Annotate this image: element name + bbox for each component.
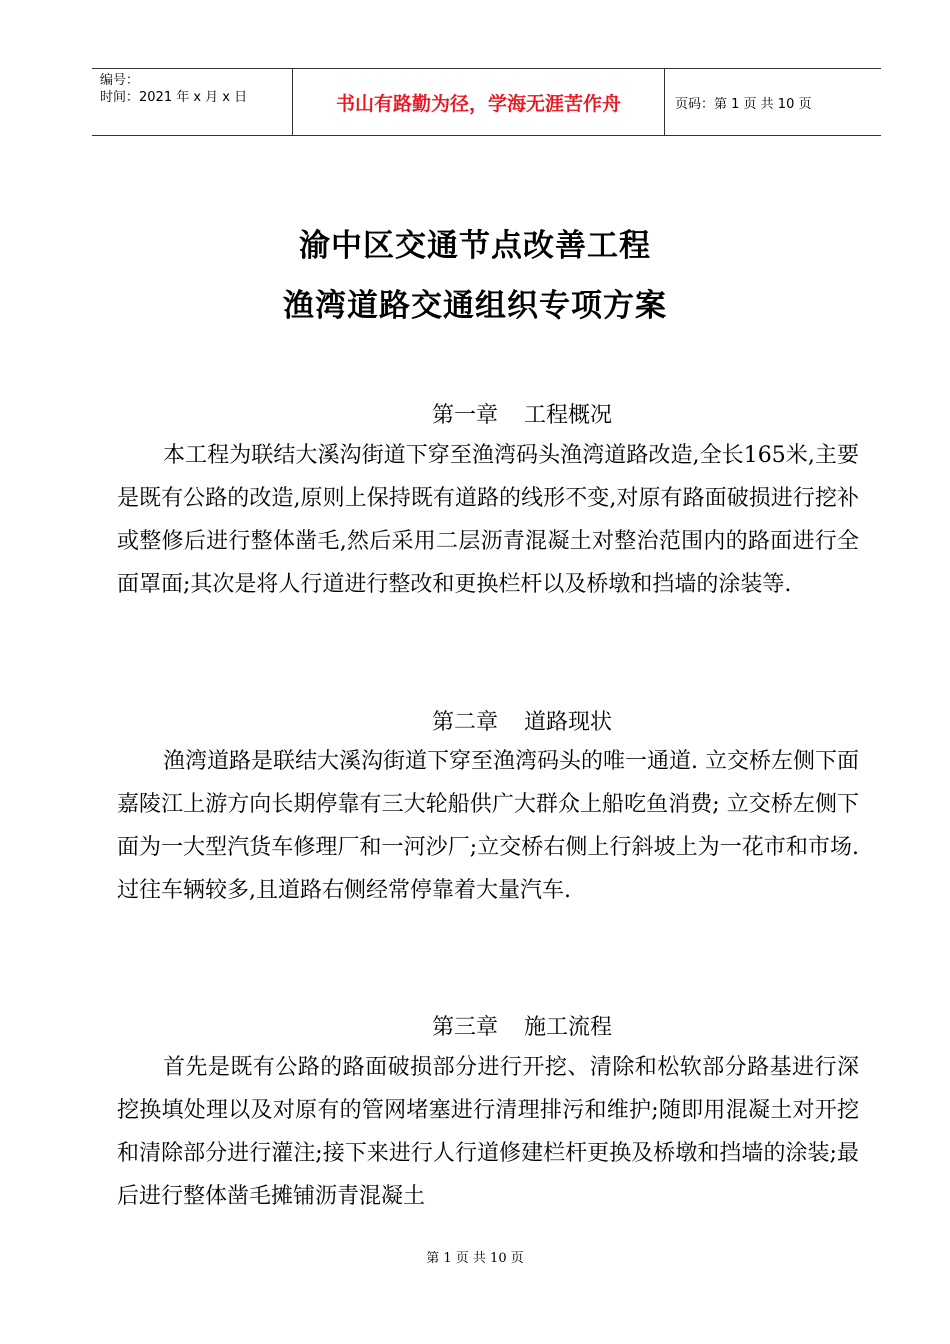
header-page-info: 页码：第 1 页 共 10 页 (675, 96, 812, 112)
chapter-heading-3 (0, 1010, 950, 1041)
chapter-body-2: 渔湾道路是联结大溪沟街道下穿至渔湾码头的唯一通道. 立交桥左侧下面嘉陵江上游方向长期停靠有三大轮船供广大群众上船吃鱼消费; 立交桥左侧下面为一大型汽货车修理厂和一河沙厂;立交桥右侧上行斜坡上为一花市和市场. 过往车辆较多,且道路右侧经常停靠着大量汽车. (117, 749, 859, 903)
header-motto: 书山有路勤为径，学海无涯苦作舟 (293, 69, 665, 135)
chapter-name: 施工流程 (524, 1015, 613, 1040)
chapter-body-1: 本工程为联结大溪沟街道下穿至渔湾码头渔湾道路改造,全长165米,主要是既有公路的改造,原则上保持既有道路的线形不变,对原有路面破损进行挖补或整修后进行整体凿毛,然后采用二层沥青混凝土对整治范围内的路面进行全面罩面;其次是将人行道进行整改和更换栏杆以及桥墩和挡墙的涂装等. (117, 443, 859, 597)
chapter-name: 工程概况 (524, 403, 613, 428)
chapter-number: 第二章 (431, 710, 498, 735)
chapter-body-3: 首先是既有公路的路面破损部分进行开挖、清除和松软部分路基进行深挖换填处理以及对原有的管网堵塞进行清理排污和维护;随即用混凝土对开挖和清除部分进行灌注;接下来进行人行道修建栏杆更换及桥墩和挡墙的涂装;最后进行整体凿毛摊铺沥青混凝土 (117, 1055, 859, 1209)
time-label: 时间：2021 年 x 月 x 日 (100, 90, 248, 105)
number-label: 编号： (100, 73, 140, 88)
document-header (92, 68, 881, 136)
chapter-heading-1 (0, 398, 950, 429)
document-title-line1: 渝中区交通节点改善工程 (299, 228, 651, 264)
page-footer: 第 1 页 共 10 页 (426, 1251, 524, 1266)
chapter-number: 第三章 (431, 1015, 498, 1040)
chapter-number: 第一章 (431, 403, 498, 428)
chapter-heading-2 (0, 705, 950, 736)
chapter-name: 道路现状 (524, 710, 613, 735)
header-meta-cell (92, 69, 293, 135)
document-title-line2: 渔湾道路交通组织专项方案 (283, 288, 667, 324)
